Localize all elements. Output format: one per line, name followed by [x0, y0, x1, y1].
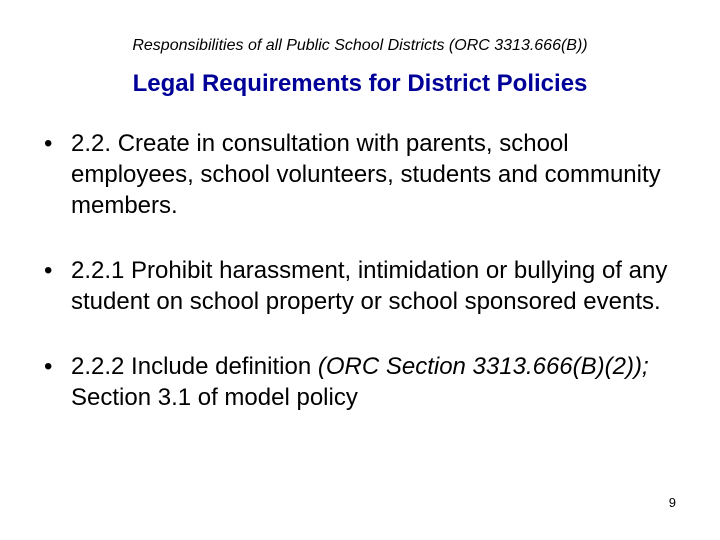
bullet-text: 2.2.2 Include definition	[71, 353, 318, 380]
page-number: 9	[668, 495, 676, 510]
bullet-point-icon: •	[44, 130, 53, 157]
slide-subtitle: Responsibilities of all Public School Districts (ORC 3313.666(B))	[132, 37, 588, 54]
bullet-list	[44, 128, 684, 413]
bullet-text-continued: Section 3.1 of model policy	[71, 384, 358, 411]
bullet-item-3	[44, 351, 684, 413]
bullet-item-1	[44, 128, 684, 221]
bullet-text: 2.2.1 Prohibit harassment, intimidation or bullying of any student on school property or school sponsored events.	[71, 257, 668, 315]
bullet-text: 2.2. Create in consultation with parents, school employees, school volunteers, students and community members.	[71, 130, 661, 219]
statute-reference: (ORC Section 3313.666(B)(2));	[317, 353, 649, 380]
bullet-point-icon: •	[44, 353, 53, 380]
bullet-point-icon: •	[44, 257, 53, 284]
slide-title: Legal Requirements for District Policies	[132, 70, 588, 97]
bullet-item-2	[44, 255, 684, 317]
